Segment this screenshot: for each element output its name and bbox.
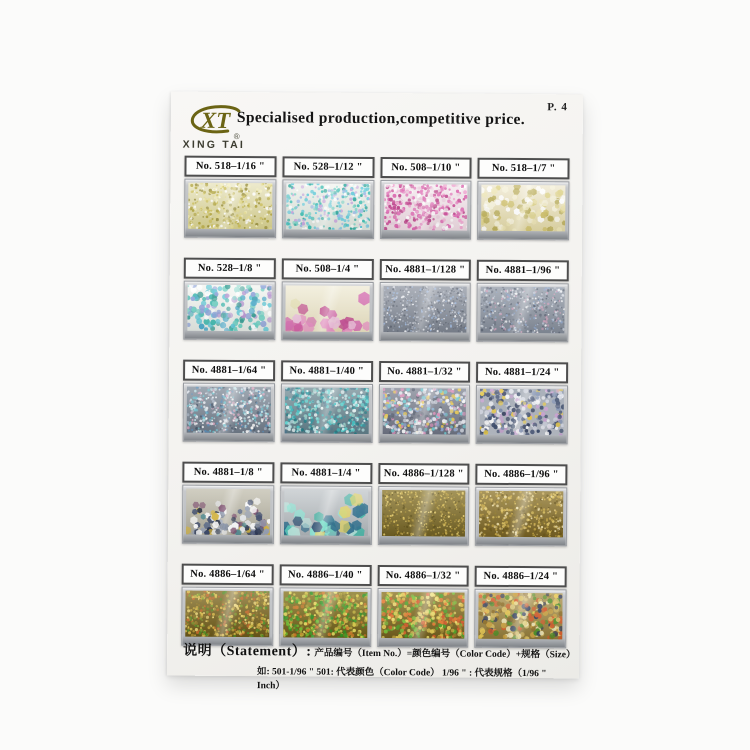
sample-packet — [281, 281, 373, 341]
sample-cell — [474, 566, 566, 647]
sample-packet — [280, 383, 372, 443]
sample-label: No. 4881–1/96 " — [477, 260, 569, 282]
glitter-swatch — [283, 591, 367, 638]
statement-line1: 产品编号（Item No.）=颜色编号（Color Code）+规格（Size） — [314, 648, 576, 661]
sample-cell — [280, 360, 372, 441]
sample-packet — [280, 485, 372, 545]
glitter-swatch — [285, 285, 369, 332]
sample-label: No. 4881–1/8 " — [182, 462, 274, 484]
glitter-swatch — [185, 591, 269, 638]
sample-packet — [282, 179, 374, 239]
page-title: Specialised production,competitive price. — [236, 109, 526, 129]
sample-packet — [181, 587, 273, 647]
sample-label: No. 4886–1/64 " — [182, 564, 274, 586]
sample-cell — [280, 462, 372, 543]
sample-label: No. 4881–1/4 " — [280, 462, 372, 484]
sample-packet — [379, 282, 471, 342]
sample-label: No. 4881–1/24 " — [476, 362, 568, 384]
sample-label: No. 4886–1/32 " — [377, 565, 469, 587]
sample-label: No. 528–1/8 " — [184, 258, 276, 280]
sample-cell — [476, 362, 568, 443]
sample-label: No. 4881–1/64 " — [183, 360, 275, 382]
sample-cell — [475, 464, 567, 545]
sample-cell — [281, 258, 373, 339]
sample-label: No. 528–1/12 " — [282, 156, 374, 178]
sample-packet — [184, 179, 276, 239]
sample-packet — [182, 485, 274, 545]
sample-label: No. 518–1/16 " — [184, 156, 276, 178]
sample-label: No. 4881–1/40 " — [281, 360, 373, 382]
sample-packet — [183, 383, 275, 443]
sample-cell — [182, 462, 274, 543]
sample-card — [167, 92, 583, 692]
statement-block — [183, 640, 576, 694]
sample-packet — [377, 588, 469, 648]
sample-cell — [181, 564, 273, 645]
sample-label: No. 4881–1/32 " — [379, 361, 471, 383]
sample-cell — [477, 260, 569, 341]
statement-line2: 如: 501-1/96 " 501: 代表颜色（Color Code） 1/96 " : 代表规格（1/96 " Inch） — [256, 667, 547, 692]
sample-cell — [183, 360, 275, 441]
sample-cell — [279, 564, 371, 645]
sample-packet — [477, 181, 569, 241]
sample-label: No. 4886–1/24 " — [475, 566, 567, 588]
glitter-swatch — [286, 183, 370, 230]
company-name: XING TAI — [182, 138, 246, 152]
sample-cell — [184, 156, 276, 237]
glitter-swatch — [187, 285, 271, 332]
statement-prefix: 说明（Statement）: — [183, 643, 312, 660]
glitter-swatch — [478, 593, 562, 640]
sample-cell — [378, 361, 470, 442]
svg-text:®: ® — [233, 132, 240, 142]
sample-packet — [279, 587, 371, 647]
glitter-swatch — [481, 287, 565, 334]
sample-packet — [380, 180, 472, 240]
sample-label: No. 4886–1/40 " — [279, 564, 371, 586]
sample-packet — [378, 384, 470, 444]
glitter-swatch — [187, 387, 271, 434]
sample-label: No. 4886–1/128 " — [378, 463, 470, 485]
sample-packet — [477, 283, 569, 343]
sample-label: No. 4886–1/96 " — [476, 464, 568, 486]
sample-cell — [377, 463, 469, 544]
sample-cell — [282, 156, 374, 237]
sample-label: No. 508–1/4 " — [281, 258, 373, 280]
svg-text:XT: XT — [200, 107, 231, 133]
glitter-swatch — [479, 491, 563, 538]
sample-cell — [477, 158, 569, 239]
glitter-swatch — [480, 389, 564, 436]
sample-packet — [377, 486, 469, 546]
glitter-swatch — [284, 387, 368, 434]
glitter-swatch — [381, 592, 465, 639]
sample-label: No. 4881–1/128 " — [379, 259, 471, 281]
glitter-swatch — [481, 185, 565, 232]
sample-packet — [476, 385, 568, 445]
sample-cell — [379, 259, 471, 340]
sample-cell — [380, 157, 472, 238]
sample-cell — [377, 565, 469, 646]
glitter-swatch — [382, 388, 466, 435]
sample-cell — [183, 258, 275, 339]
sample-label: No. 508–1/10 " — [380, 157, 472, 179]
glitter-swatch — [188, 183, 272, 230]
sample-packet — [475, 487, 567, 547]
glitter-swatch — [383, 286, 467, 333]
page-number: P. 4 — [547, 101, 568, 114]
sample-packet — [183, 281, 275, 341]
glitter-swatch — [186, 489, 270, 536]
glitter-swatch — [384, 184, 468, 231]
glitter-swatch — [284, 489, 368, 536]
sample-label: No. 518–1/7 " — [478, 158, 570, 180]
sample-grid — [181, 156, 569, 647]
glitter-swatch — [381, 490, 465, 537]
sample-packet — [474, 589, 566, 649]
